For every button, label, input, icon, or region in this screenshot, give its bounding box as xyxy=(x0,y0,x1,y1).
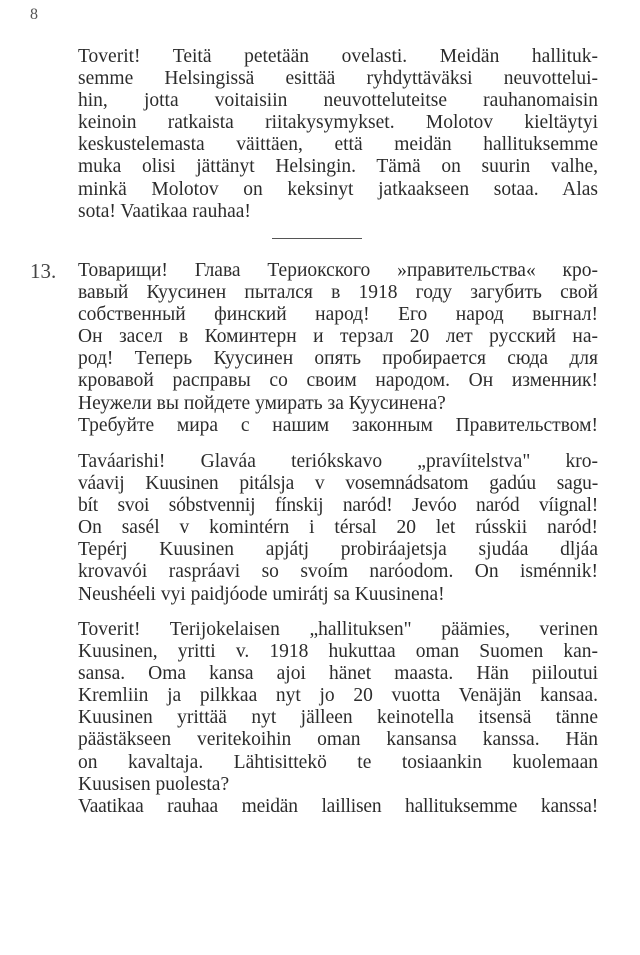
text-line: Neushéeli vyi paidjóode umirátj sa Kuusinena! xyxy=(78,583,445,605)
text-line: кровавой расправы со своим народом. Он изменник! xyxy=(78,370,598,392)
page-number: 8 xyxy=(30,6,38,23)
text-line: Kuusisen puolesta? xyxy=(78,773,230,795)
text-line: semme Helsingissä esittää ryhdyttäväksi neuvottelui- xyxy=(78,68,598,90)
text-line: Он засел в Коминтерн и терзал 20 лет русский на- xyxy=(78,326,598,348)
text-line: on kavaltaja. Lähtisittekö te tosiaankin kuolemaan xyxy=(78,751,598,773)
text-line: Toverit! Terijokelaisen „hallituksen" päämies, verinen xyxy=(78,619,598,640)
text-line: Vaatikaa rauhaa meidän laillisen hallituksemme kanssa! xyxy=(78,795,598,817)
section-divider xyxy=(272,238,362,239)
text-line: Kremliin ja pilkkaa nyt jo 20 vuotta Venäjän kansaa. xyxy=(78,685,598,707)
text-line: keinoin ratkaista riitakysymykset. Molotov kieltäytyi xyxy=(78,112,598,134)
text-line: Неужели вы пойдете умирать за Куусинена? xyxy=(78,392,446,414)
text-line: keskustelemasta väittäen, että meidän hallituksemme xyxy=(78,134,598,156)
text-line: On sasél v komintérn i térsal 20 let rússkii naród! xyxy=(78,517,598,539)
text-line: Kuusinen yrittää nyt jälleen keinotella itsensä tänne xyxy=(78,707,598,729)
text-line: собственный финский народ! Его народ выгнал! xyxy=(78,304,598,326)
text-line: род! Теперь Куусинен опять пробирается сюда для xyxy=(78,348,598,370)
text-line: Tepérj Kuusinen apjátj probiráajetsja sjudáa dljáa xyxy=(78,539,598,561)
section-number: 13. xyxy=(30,259,57,283)
paragraph-russian-latin xyxy=(78,451,598,606)
paragraph-finnish-intro xyxy=(78,46,598,223)
text-line: bít svoi sóbstvennij fínskij naród! Jevóo naród víignal! xyxy=(78,495,598,517)
paragraph-russian-cyrillic xyxy=(78,260,598,437)
text-line: minkä Molotov on keksinyt jatkaakseen sotaa. Alas xyxy=(78,178,598,200)
text-line: muka olisi jättänyt Helsingin. Tämä on suurin valhe, xyxy=(78,156,598,178)
text-line: päästäkseen veritekoihin oman kansansa kanssa. Hän xyxy=(78,729,598,751)
text-line: Toverit! Teitä petetään ovelasti. Meidän hallituk- xyxy=(78,46,598,67)
text-line: sota! Vaatikaa rauhaa! xyxy=(78,200,251,222)
text-line: sansa. Oma kansa ajoi hänet maasta. Hän piiloutui xyxy=(78,663,598,685)
text-line: Taváarishi! Glaváa teriókskavo „pravíitelstva" kro- xyxy=(78,451,598,472)
paragraph-finnish-closing xyxy=(78,619,598,818)
text-line: Kuusinen, yritti v. 1918 hukuttaa oman Suomen kan- xyxy=(78,641,598,663)
text-line: váavij Kuusinen pitálsja v vosemnádsatom gadúu sagu- xyxy=(78,473,598,495)
text-line: hin, jotta voitaisiin neuvotteluteitse rauhanomaisin xyxy=(78,90,598,112)
text-line: Требуйте мира с нашим законным Правительством! xyxy=(78,414,598,436)
text-line: Товарищи! Глава Териокского »правительства« кро- xyxy=(78,260,598,281)
text-line: krovavói raspráavi so svoím naróodom. On isménnik! xyxy=(78,561,598,583)
text-line: вавый Куусинен пытался в 1918 году загубить свой xyxy=(78,282,598,304)
